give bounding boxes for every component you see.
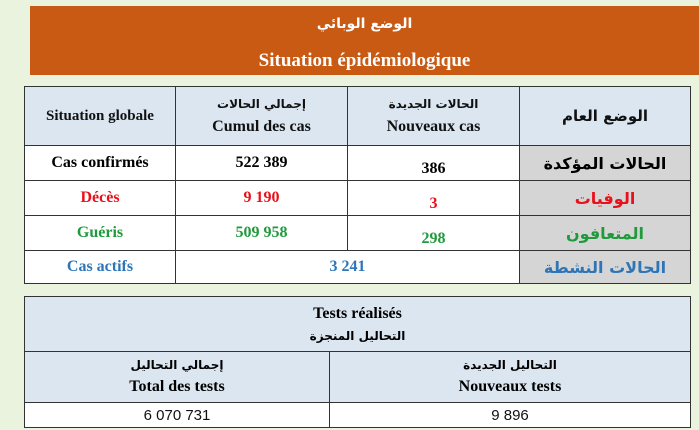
label-active-arabic: الحالات النشطة <box>520 251 691 284</box>
tests-total-header <box>25 352 330 403</box>
total-active: 3 241 <box>176 251 520 284</box>
row-deaths <box>25 181 691 216</box>
tests-new-french: Nouveaux tests <box>458 378 562 395</box>
row-recovered <box>25 216 691 251</box>
header-cumul-french: Cumul des cas <box>212 118 311 135</box>
tests-values-row <box>25 403 691 428</box>
label-confirmed-arabic: الحالات المؤكدة <box>520 146 691 181</box>
tests-total-french: Total des tests <box>129 378 225 395</box>
situation-header-row <box>25 87 691 146</box>
row-active <box>25 251 691 284</box>
row-confirmed <box>25 146 691 181</box>
tests-title-arabic: التحاليل المنجزة <box>309 329 406 343</box>
new-confirmed: 386 <box>348 146 520 181</box>
tests-new-header <box>330 352 691 403</box>
header-situation-globale: Situation globale <box>25 87 176 146</box>
header-new-french: Nouveaux cas <box>386 118 481 135</box>
label-recovered: Guéris <box>25 216 176 251</box>
tests-table <box>24 296 691 428</box>
page-header <box>30 6 699 75</box>
header-cumul-arabic: إجمالي الحالات <box>217 97 306 111</box>
tests-subheader-row <box>25 352 691 403</box>
header-cumul-des-cas <box>176 87 348 146</box>
header-general-arabic: الوضع العام <box>520 87 691 146</box>
header-new-arabic: الحالات الجديدة <box>388 97 479 111</box>
tests-total-arabic: إجمالي التحاليل <box>130 358 224 372</box>
label-deaths: Décès <box>25 181 176 216</box>
tests-title-row <box>25 297 691 352</box>
header-nouveaux-cas <box>348 87 520 146</box>
tests-new-arabic: التحاليل الجديدة <box>463 358 557 372</box>
new-recovered: 298 <box>348 216 520 251</box>
new-deaths: 3 <box>348 181 520 216</box>
header-title-arabic: الوضع الوبائي <box>316 16 413 32</box>
label-recovered-arabic: المتعافون <box>520 216 691 251</box>
label-active: Cas actifs <box>25 251 176 284</box>
situation-table <box>24 86 691 284</box>
tests-total-value: 6 070 731 <box>25 403 330 428</box>
tests-new-value: 9 896 <box>330 403 691 428</box>
header-title-french: Situation épidémiologique <box>258 50 471 71</box>
cumul-deaths: 9 190 <box>176 181 348 216</box>
tests-title-cell <box>25 297 691 352</box>
cumul-recovered: 509 958 <box>176 216 348 251</box>
tests-title-french: Tests réalisés <box>313 305 402 322</box>
cumul-confirmed: 522 389 <box>176 146 348 181</box>
label-deaths-arabic: الوفيات <box>520 181 691 216</box>
label-confirmed: Cas confirmés <box>25 146 176 181</box>
